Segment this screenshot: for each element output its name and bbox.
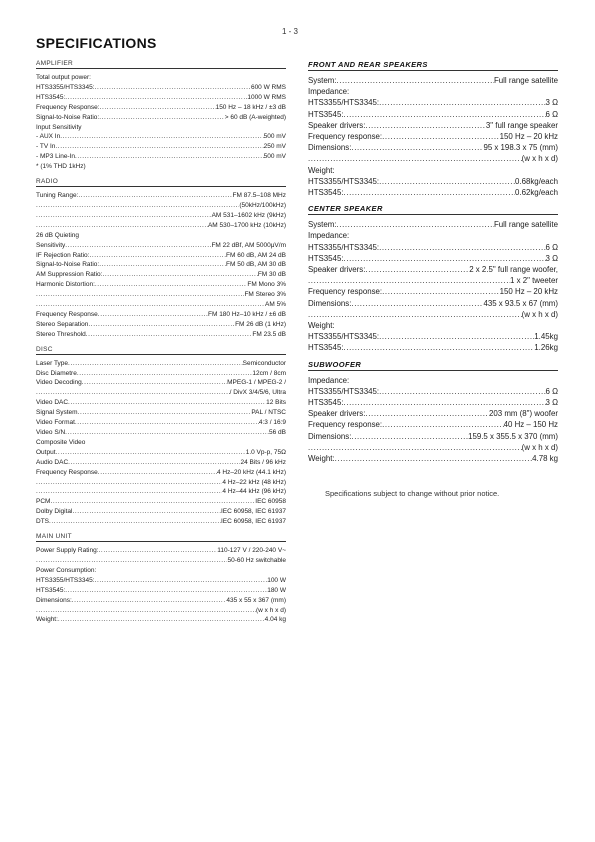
spec-row: [308, 97, 558, 108]
dot-leader: [335, 453, 533, 464]
spec-key: Audio DAC: [36, 458, 69, 466]
dot-leader: [78, 191, 232, 201]
spec-key: System:: [308, 220, 337, 230]
spec-key: Harmonic Distortion:: [36, 281, 95, 289]
spec-value: FM 23.5 dB: [252, 330, 286, 338]
dot-leader: [68, 359, 243, 369]
spec-value: 4 Hz–22 kHz (48 kHz): [222, 478, 286, 486]
spec-row: [36, 221, 286, 231]
spec-value: PAL / NTSC: [251, 409, 286, 417]
spec-row: [36, 152, 286, 162]
spec-row: [36, 191, 286, 201]
spec-key: AM Suppression Ratio:: [36, 271, 103, 279]
dot-leader: [77, 369, 253, 379]
section-heading: FRONT AND REAR SPEAKERS: [308, 60, 558, 71]
spec-row: [308, 275, 558, 286]
spec-key: HTS3545:: [308, 398, 344, 408]
spec-row: [36, 378, 286, 388]
spec-label-line: Total output power:: [36, 74, 91, 81]
left-spec-column: [36, 60, 286, 631]
dot-leader: [351, 431, 468, 442]
spec-row: [308, 120, 558, 131]
spec-label-line: Composite Video: [36, 438, 86, 446]
dot-leader: [68, 458, 240, 468]
spec-key: PCM: [36, 498, 51, 506]
dot-leader: [344, 342, 535, 353]
spec-value: 40 Hz – 150 Hz: [503, 420, 558, 430]
spec-section-disc: [36, 346, 286, 527]
spec-key: HTS3545:: [308, 188, 344, 198]
spec-row: [36, 517, 286, 527]
spec-key: HTS3355/HTS3345:: [308, 332, 380, 342]
spec-value: 250 mV: [263, 143, 286, 151]
spec-value: 3 Ω: [545, 253, 558, 263]
spec-row: [36, 310, 286, 320]
spec-key: Weight:: [36, 616, 58, 624]
spec-row: [36, 615, 286, 625]
dot-leader: [99, 546, 218, 556]
spec-row: [36, 606, 286, 616]
dot-leader: [365, 264, 469, 275]
spec-key: IF Rejection Ratio:: [36, 251, 90, 259]
spec-row: [36, 132, 286, 142]
spec-key: Disc Diametre: [36, 369, 77, 377]
spec-value: 24 Bits / 96 kHz: [240, 458, 286, 466]
spec-row: [36, 576, 286, 586]
spec-value: > 60 dB (A-weighted): [224, 113, 286, 121]
dot-leader: [75, 152, 264, 162]
spec-label-line: Power Consumption:: [36, 566, 97, 574]
spec-value: 150 Hz – 20 kHz: [499, 132, 558, 142]
spec-value: AM 530–1700 kHz (10kHz): [207, 221, 286, 229]
spec-value: FM 30 dB: [257, 271, 286, 279]
spec-value: 3 Ω: [545, 398, 558, 408]
spec-row: [36, 468, 286, 478]
spec-key: System:: [308, 76, 337, 85]
spec-key: Tuning Range:: [36, 192, 79, 200]
dot-leader: [344, 253, 546, 264]
spec-key: HTS3355/HTS3345:: [308, 98, 380, 108]
dot-leader: [100, 103, 216, 113]
spec-value: 110-127 V / 220-240 V~: [217, 547, 286, 555]
spec-value: 3" full range speaker: [485, 120, 558, 130]
dot-leader: [365, 408, 489, 419]
dot-leader: [36, 606, 256, 616]
spec-row: [308, 386, 558, 397]
spec-key: HTS3355/HTS3345:: [36, 576, 95, 584]
dot-leader: [379, 386, 545, 397]
dot-leader: [36, 478, 222, 488]
spec-label-line: Impedance:: [308, 375, 350, 385]
spec-section-subwoofer: [308, 360, 558, 465]
dot-leader: [36, 211, 212, 221]
spec-row: [308, 142, 558, 153]
dot-leader: [36, 201, 239, 211]
spec-row: [36, 359, 286, 369]
dot-leader: [36, 300, 265, 310]
dot-leader: [379, 331, 534, 342]
spec-value: IEC 60958, IEC 61937: [220, 518, 286, 526]
dot-leader: [99, 260, 226, 270]
spec-key: Dolby Digital: [36, 508, 73, 516]
dot-leader: [86, 330, 253, 340]
spec-value: AM 531–1602 kHz (9kHz): [211, 211, 286, 219]
dot-leader: [382, 286, 500, 297]
spec-row: [36, 270, 286, 280]
spec-key: HTS3545:: [308, 343, 344, 353]
dot-leader: [344, 187, 515, 198]
spec-row: [308, 253, 558, 264]
spec-value: Semiconductor: [242, 359, 286, 367]
spec-value: 500 mV: [263, 133, 286, 141]
spec-value: (w x h x d): [521, 309, 558, 319]
spec-value: 435 x 55 x 367 (mm): [226, 596, 286, 604]
spec-key: HTS3545:: [308, 253, 344, 263]
spec-value: 1 x 2" tweeter: [510, 276, 558, 286]
spec-row: [308, 242, 558, 253]
dot-leader: [88, 320, 235, 330]
spec-row: [36, 478, 286, 488]
spec-row: [36, 260, 286, 270]
spec-value: FM 22 dBf, AM 5000μV/m: [211, 241, 286, 249]
spec-row: [308, 131, 558, 142]
spec-label-line: 26 dB Quieting: [36, 231, 80, 239]
disclaimer-note: Specifications subject to change without prior notice.: [325, 489, 500, 498]
spec-key: Speaker drivers:: [308, 409, 366, 419]
spec-value: FM 26 dB (1 kHz): [235, 320, 286, 328]
spec-value: 1000 W RMS: [247, 93, 286, 101]
spec-key: Signal-to-Noise Ratio:: [36, 261, 100, 269]
spec-value: 56 dB: [269, 429, 286, 436]
spec-row: [308, 153, 558, 164]
spec-key: Speaker drivers:: [308, 265, 366, 275]
dot-leader: [344, 109, 546, 120]
spec-value: IEC 60958: [255, 498, 286, 506]
spec-row: [36, 388, 286, 398]
spec-section-radio: [36, 178, 286, 340]
spec-label-line: Weight:: [308, 165, 335, 175]
spec-row: [36, 586, 286, 596]
spec-key: HTS3545:: [36, 586, 66, 594]
dot-leader: [351, 142, 483, 153]
section-heading: SUBWOOFER: [308, 360, 558, 371]
dot-leader: [337, 75, 494, 86]
spec-value: (50kHz/100kHz): [239, 201, 286, 209]
spec-value: 6 Ω: [545, 109, 558, 119]
spec-row: [308, 442, 558, 453]
spec-value: FM 87.5–108 MHz: [232, 192, 286, 200]
dot-leader: [65, 93, 247, 103]
spec-row: [36, 546, 286, 556]
spec-key: Sensitivity: [36, 241, 66, 249]
dot-leader: [379, 242, 545, 253]
spec-row: [308, 187, 558, 198]
page-title: SPECIFICATIONS: [36, 35, 157, 51]
spec-row: [308, 431, 558, 442]
spec-row: [308, 309, 558, 320]
spec-row: [36, 487, 286, 497]
dot-leader: [95, 576, 268, 586]
dot-leader: [36, 290, 244, 300]
section-heading: RADIO: [36, 178, 286, 187]
dot-leader: [95, 83, 251, 93]
spec-section-center-speaker: [308, 204, 558, 353]
spec-value: 0.68kg/each: [515, 176, 558, 186]
spec-key: Power Supply Rating:: [36, 547, 99, 555]
spec-key: Signal-to-Noise Ratio:: [36, 113, 100, 121]
spec-value: 500 mV: [263, 153, 286, 161]
spec-key: Dimensions:: [36, 596, 72, 604]
spec-key: - TV In: [36, 143, 56, 151]
spec-key: HTS3545:: [36, 93, 66, 101]
dot-leader: [98, 310, 208, 320]
spec-row: [308, 342, 558, 353]
spec-value: 4:3 / 16:9: [258, 419, 286, 427]
spec-row: [36, 280, 286, 290]
dot-leader: [49, 517, 221, 527]
dot-leader: [365, 120, 485, 131]
spec-key: HTS3355/HTS3345:: [308, 176, 380, 186]
spec-section-front-and-rear-speakers: [308, 60, 558, 198]
spec-key: HTS3545:: [308, 109, 344, 119]
spec-value: FM 60 dB, AM 24 dB: [226, 251, 286, 259]
spec-value: 4 Hz–44 kHz (96 kHz): [222, 488, 286, 496]
spec-value: FM Stereo 3%: [244, 291, 286, 299]
dot-leader: [55, 142, 263, 152]
spec-value: 4.04 kg: [264, 616, 286, 624]
spec-value: 600 W RMS: [250, 83, 286, 91]
spec-row: [36, 290, 286, 300]
spec-section-amplifier: [36, 60, 286, 172]
spec-value: 3 Ω: [545, 98, 558, 108]
dot-leader: [65, 428, 269, 438]
dot-leader: [308, 275, 510, 286]
spec-key: Speaker drivers:: [308, 120, 366, 130]
dot-leader: [95, 280, 247, 290]
spec-value: 1.26kg: [534, 343, 558, 353]
section-heading: DISC: [36, 346, 286, 355]
dot-leader: [98, 468, 217, 478]
dot-leader: [379, 97, 545, 108]
spec-row: [36, 142, 286, 152]
spec-row: [308, 176, 558, 187]
dot-leader: [89, 251, 226, 261]
spec-row: [36, 596, 286, 606]
spec-row: [308, 408, 558, 419]
spec-key: Frequency Response:: [36, 103, 100, 111]
spec-row: [308, 331, 558, 342]
spec-label-line: Impedance:: [308, 87, 350, 97]
dot-leader: [56, 448, 246, 458]
dot-leader: [58, 615, 265, 625]
spec-row: [36, 330, 286, 340]
dot-leader: [308, 309, 522, 320]
spec-key: - AUX In: [36, 133, 61, 141]
section-heading: MAIN UNIT: [36, 533, 286, 542]
spec-value: (w x h x d): [521, 154, 558, 164]
spec-value: IEC 60958, IEC 61937: [220, 508, 286, 516]
spec-key: HTS3355/HTS3345:: [36, 83, 95, 91]
dot-leader: [308, 153, 522, 164]
spec-row: [36, 369, 286, 379]
spec-value: FM 50 dB, AM 30 dB: [226, 261, 286, 269]
spec-key: Stereo Threshold: [36, 330, 86, 338]
section-heading: AMPLIFIER: [36, 60, 286, 69]
spec-key: Frequency response:: [308, 287, 383, 297]
spec-key: Video DAC: [36, 399, 69, 407]
spec-value: 180 W: [267, 586, 286, 594]
spec-value: 203 mm (8") woofer: [488, 409, 558, 419]
spec-row: [36, 458, 286, 468]
spec-row: [36, 418, 286, 428]
spec-row: [36, 300, 286, 310]
spec-value: / DivX 3/4/5/6, Ultra: [229, 389, 286, 397]
spec-row: [36, 251, 286, 261]
dot-leader: [99, 113, 225, 123]
dot-leader: [73, 507, 221, 517]
spec-key: Video Format: [36, 419, 75, 427]
spec-key: Laser Type: [36, 359, 69, 367]
dot-leader: [351, 298, 483, 309]
spec-key: Stereo Separation: [36, 320, 89, 328]
spec-row: [308, 109, 558, 120]
spec-key: Signal System: [36, 409, 78, 417]
spec-key: Dimensions:: [308, 431, 352, 441]
dot-leader: [65, 241, 211, 251]
spec-row: [36, 83, 286, 93]
spec-value: Full range satellite: [493, 76, 558, 85]
dot-leader: [382, 131, 500, 142]
spec-key: - MP3 Line-In: [36, 153, 76, 161]
section-heading: CENTER SPEAKER: [308, 204, 558, 215]
spec-value: 12 Bits: [266, 399, 286, 407]
spec-key: Video Decoding: [36, 379, 82, 387]
spec-value: MPEG-1 / MPEG-2 /: [227, 379, 286, 387]
spec-key: DTS: [36, 518, 49, 526]
spec-value: 6 Ω: [545, 242, 558, 252]
spec-row: [36, 320, 286, 330]
spec-value: 95 x 198.3 x 75 (mm): [483, 143, 558, 153]
spec-value: 159.5 x 355.5 x 370 (mm): [468, 431, 558, 441]
dot-leader: [65, 586, 267, 596]
spec-key: HTS3355/HTS3345:: [308, 386, 380, 396]
spec-value: 6 Ω: [545, 386, 558, 396]
spec-key: HTS3355/HTS3345:: [308, 242, 380, 252]
spec-row: [308, 75, 558, 86]
spec-value: 0.62kg/each: [515, 188, 558, 198]
spec-value: 100 W: [267, 576, 286, 584]
dot-leader: [68, 398, 266, 408]
spec-row: [36, 556, 286, 566]
spec-row: [308, 286, 558, 297]
spec-value: AM 5%: [265, 301, 286, 309]
spec-row: [308, 397, 558, 408]
spec-value: 4 Hz–20 kHz (44.1 kHz): [217, 468, 286, 476]
spec-value: 1.45kg: [534, 332, 558, 342]
dot-leader: [82, 378, 227, 388]
spec-row: [36, 507, 286, 517]
right-spec-column: [308, 60, 558, 470]
spec-key: Frequency Response: [36, 310, 98, 318]
spec-row: [308, 453, 558, 464]
dot-leader: [379, 176, 515, 187]
spec-row: [36, 211, 286, 221]
dot-leader: [36, 388, 230, 398]
spec-row: [36, 201, 286, 211]
dot-leader: [344, 397, 546, 408]
spec-key: Dimensions:: [308, 143, 352, 153]
dot-leader: [382, 419, 503, 430]
spec-key: Output: [36, 448, 56, 456]
spec-row: [308, 264, 558, 275]
spec-row: [36, 103, 286, 113]
dot-leader: [36, 221, 208, 231]
spec-key: Weight:: [308, 454, 335, 464]
spec-row: [36, 448, 286, 458]
spec-value: 12cm / 8cm: [252, 369, 286, 377]
spec-row: [36, 497, 286, 507]
spec-label-line: * (1% THD 1kHz): [36, 163, 86, 171]
spec-value: (w x h x d): [521, 442, 558, 452]
spec-value: 150 Hz – 20 kHz: [499, 287, 558, 297]
spec-value: (w x h x d): [256, 606, 286, 614]
spec-row: [308, 298, 558, 309]
spec-value: FM 180 Hz–10 kHz / ±6 dB: [208, 310, 286, 318]
spec-row: [36, 428, 286, 438]
spec-value: 4.78 kg: [532, 454, 558, 464]
page-number: 1 - 3: [282, 27, 299, 36]
dot-leader: [78, 408, 252, 418]
dot-leader: [36, 556, 227, 566]
spec-row: [308, 219, 558, 230]
spec-label-line: Weight:: [308, 321, 335, 331]
spec-value: 2 x 2.5" full range woofer,: [469, 265, 558, 275]
spec-key: Frequency Response: [36, 468, 98, 476]
spec-key: Dimensions:: [308, 298, 352, 308]
spec-section-main-unit: [36, 533, 286, 625]
spec-value: 150 Hz – 18 kHz / ±3 dB: [215, 103, 286, 111]
dot-leader: [60, 132, 263, 142]
spec-key: Frequency response:: [308, 132, 383, 142]
spec-value: 1.0 Vp-p, 75Ω: [245, 448, 286, 456]
spec-row: [36, 241, 286, 251]
spec-label-line: Input Sensitivity: [36, 123, 82, 131]
dot-leader: [72, 596, 227, 606]
spec-label-line: Impedance:: [308, 231, 350, 241]
dot-leader: [102, 270, 257, 280]
spec-value: FM Mono 3%: [247, 281, 286, 289]
spec-value: 435 x 93.5 x 67 (mm): [483, 298, 558, 308]
dot-leader: [75, 418, 259, 428]
dot-leader: [308, 442, 522, 453]
spec-row: [308, 419, 558, 430]
dot-leader: [36, 487, 222, 497]
dot-leader: [337, 219, 494, 230]
spec-row: [36, 113, 286, 123]
dot-leader: [50, 497, 255, 507]
spec-value: Full range satellite: [493, 220, 558, 230]
spec-key: Frequency response:: [308, 420, 383, 430]
spec-key: Video S/N: [36, 429, 66, 436]
spec-row: [36, 93, 286, 103]
spec-row: [36, 408, 286, 418]
spec-value: 50-60 Hz switchable: [227, 556, 286, 564]
spec-row: [36, 398, 286, 408]
